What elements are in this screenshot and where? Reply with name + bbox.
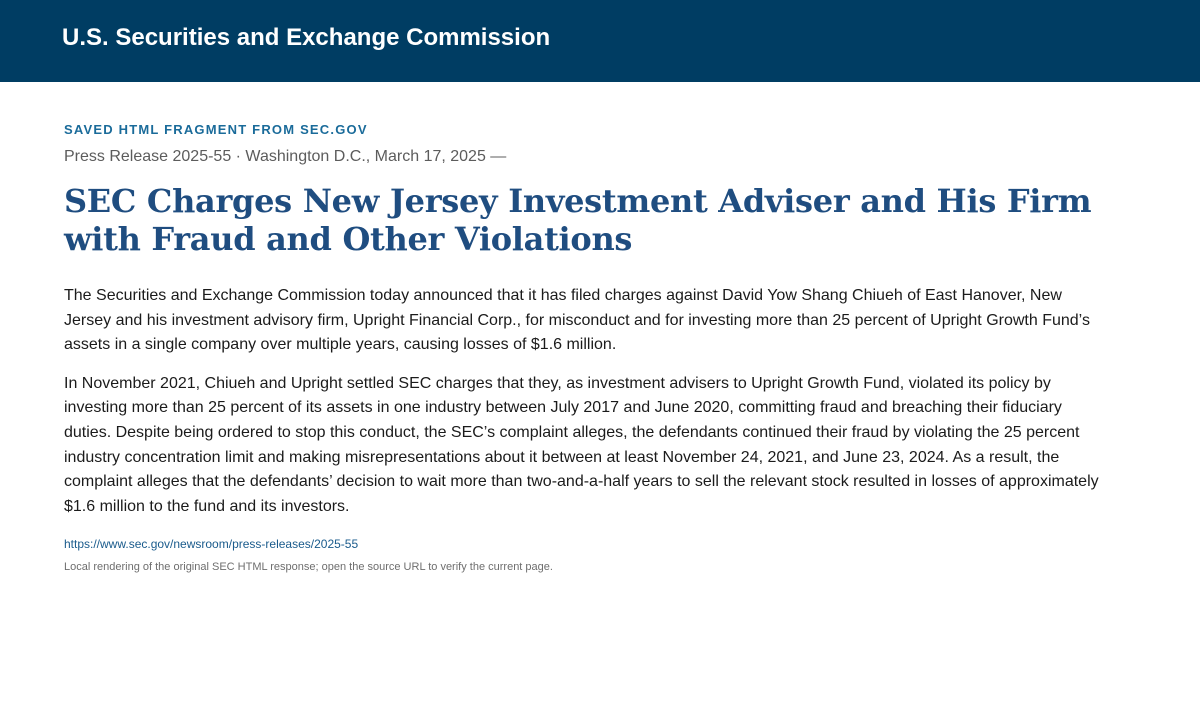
article-content <box>0 82 1200 575</box>
site-title: U.S. Securities and Exchange Commission <box>62 24 551 51</box>
source-url-link[interactable]: https://www.sec.gov/newsroom/press-releases/2025-55 <box>64 537 359 552</box>
article-paragraph-2: In November 2021, Chiueh and Upright settled SEC charges that they, as investment advisers to Upright Growth Fund, violated its policy by investing more than 25 percent of its assets in one industry between July 2017 and June 2020, committing fraud and breaching their fiduciary duties. Despite being ordered to stop this conduct, the SEC’s complaint alleges, the defendants continued their fraud by violating the 25 percent industry concentration limit and making misrepresentations about it between at least November 24, 2021, and June 23, 2024. As a result, the complaint alleges that the defendants’ decision to wait more than two-and-a-half years to sell the relevant stock resulted in losses of approximately $1.6 million to the fund and its investors. <box>64 374 1099 515</box>
article-paragraph-1: The Securities and Exchange Commission today announced that it has filed charges against David Yow Shang Chiueh of East Hanover, New Jersey and his investment advisory firm, Upright Financial Corp., for misconduct and for investing more than 25 percent of Upright Growth Fund’s assets in a single company over multiple years, causing losses of $1.6 million. <box>64 287 1090 354</box>
site-header <box>0 0 1200 82</box>
article-headline: SEC Charges New Jersey Investment Adviser and His Firm with Fraud and Other Violations <box>64 182 1092 258</box>
press-release-meta: Press Release 2025-55 · Washington D.C., March 17, 2025 — <box>64 148 507 165</box>
eyebrow-label: SAVED HTML FRAGMENT FROM SEC.GOV <box>64 122 368 137</box>
rendering-footnote: Local rendering of the original SEC HTML response; open the source URL to verify the current page. <box>64 561 553 574</box>
